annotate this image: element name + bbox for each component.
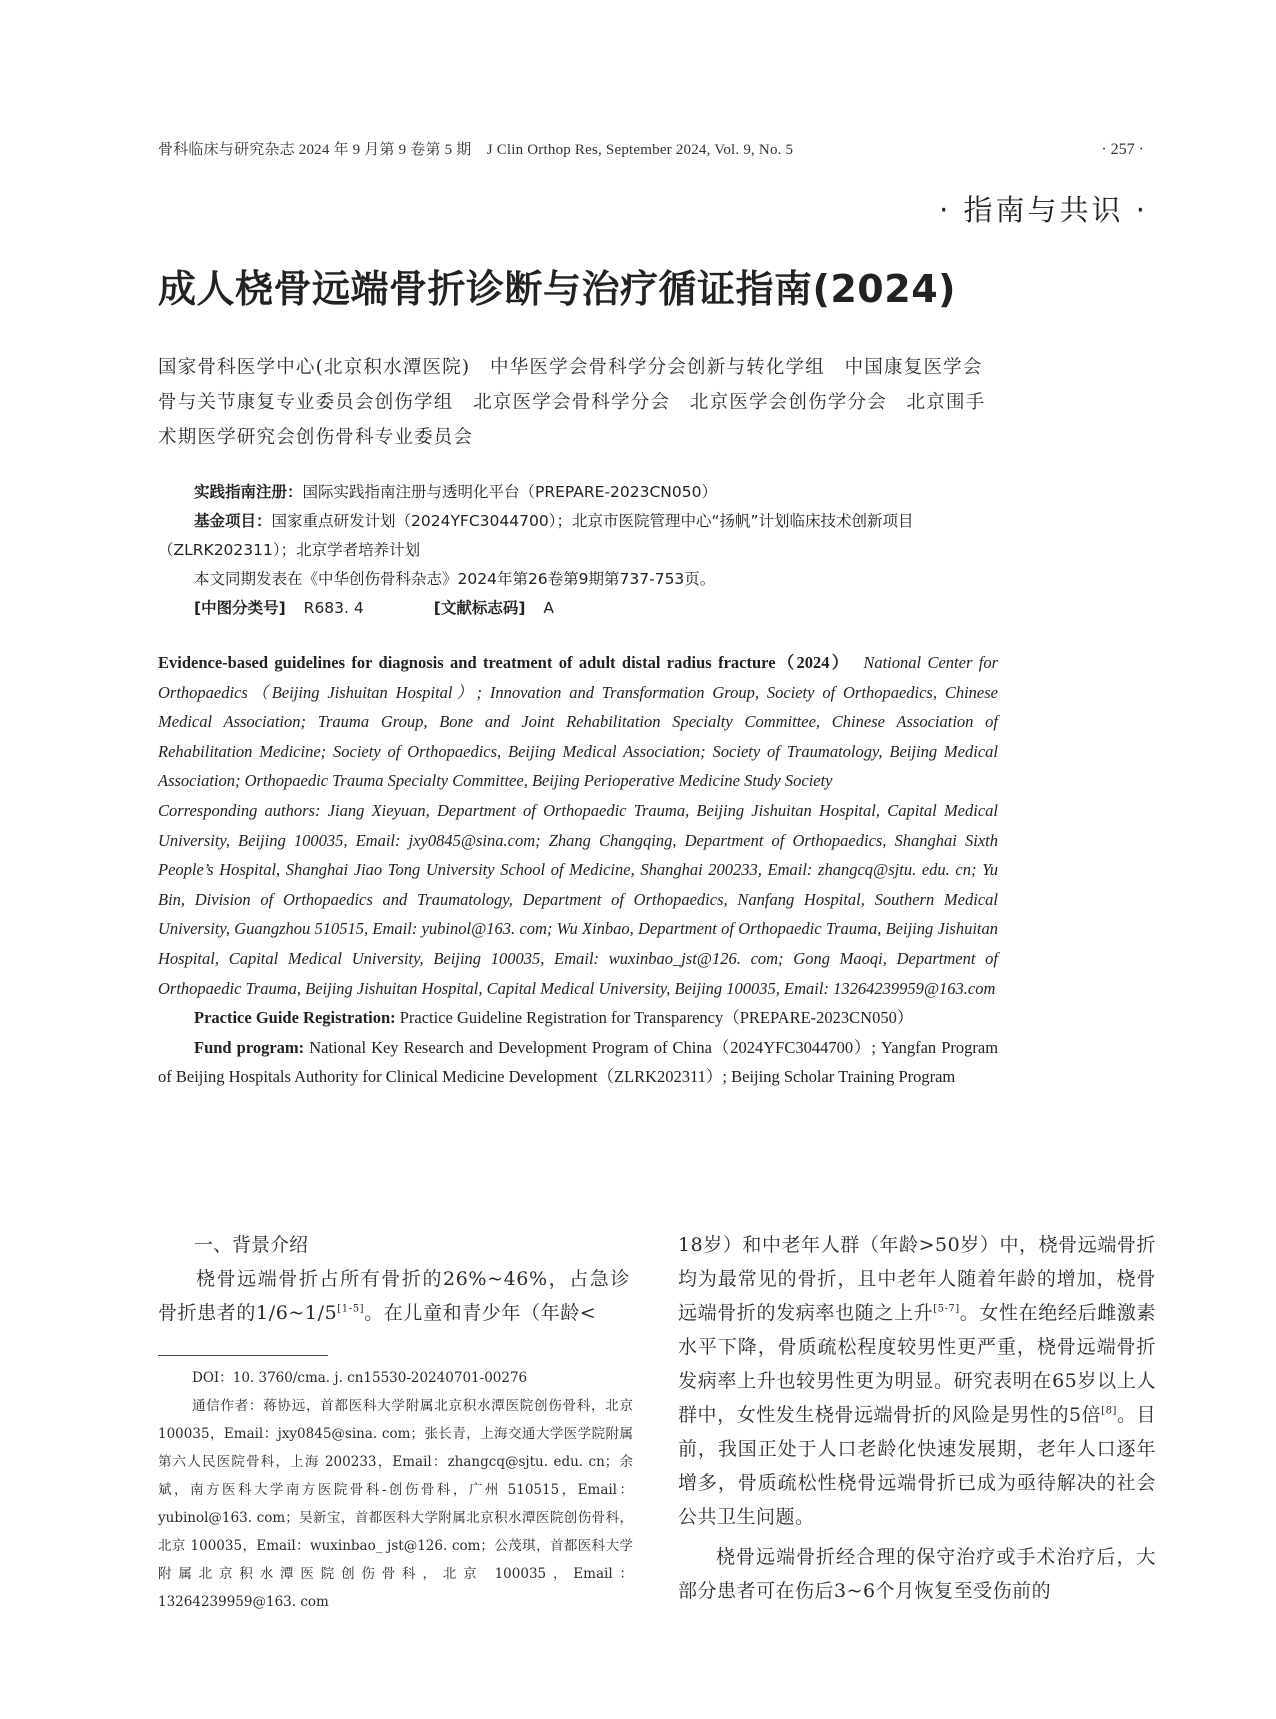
english-registration-value: Practice Guideline Registration for Transparency（PREPARE-2023CN050） (399, 1008, 914, 1028)
copublish-note: 本文同期发表在《中华创伤骨科杂志》2024年第26卷第9期第737-753页。 (194, 570, 716, 588)
paragraph-2-text: 18岁）和中老年人群（年龄>50岁）中，桡骨远端骨折均为最常见的骨折，且中老年人随着年龄的增加，桡骨远端骨折的发病率也随之上升 (678, 1234, 1156, 1324)
paragraph-3: 桡骨远端骨折经合理的保守治疗或手术治疗后，大部分患者可在伤后3~6个月恢复至受伤前的 (678, 1546, 1156, 1602)
journal-citation: 骨科临床与研究杂志 2024 年 9 月第 9 卷第 5 期 J Clin Orthop Res, September 2024, Vol. 9, No. 5 (158, 142, 794, 158)
section-heading: 一、背景介绍 (194, 1234, 309, 1256)
classification-line (158, 594, 998, 623)
section-label: · 指南与共识 · (939, 193, 1148, 227)
doc-code-label: [文献标志码] (433, 599, 526, 617)
english-registration-label: Practice Guide Registration: (194, 1008, 396, 1028)
paragraph-2-text-mid: 。女性在绝经后雌激素水平下降，骨质疏松程度较男性更严重，桡骨远端骨折发病率上升也较男性更为明显。研究表明在65岁以上人群中，女性发生桡骨远端骨折的风险是男性的5倍 (678, 1302, 1156, 1426)
body-right-column (678, 1228, 1156, 1608)
registration-label: 实践指南注册： (194, 483, 303, 501)
paragraph-2 (678, 1228, 1156, 1534)
footnote (158, 1364, 633, 1616)
english-title-block (158, 648, 998, 796)
english-affiliations: National Center for Orthopaedics（Beijing Jishuitan Hospital）; Innovation and Transformation Group, Society of Orthopaedics, Chinese Medical Association; Trauma Group, Bone and Joint Rehabilitation Specialty Committee, Chinese Association of Rehabilitation Medicine; Society of Orthopaedics, Beijing Medical Association; Society of Traumatology, Beijing Medical Association; Orthopaedic Trauma Specialty Committee, Beijing Perioperative Medicine Study Society (158, 653, 999, 791)
paragraph-1-text: 桡骨远端骨折占所有骨折的26%~46%，占急诊骨折患者的1/6~1/5 (158, 1268, 630, 1324)
english-title: Evidence-based guidelines for diagnosis and treatment of adult distal radius fracture（2024） (158, 653, 851, 672)
article-title: 成人桡骨远端骨折诊断与治疗循证指南(2024) (158, 267, 956, 311)
registration-line (158, 478, 998, 507)
fund-label: 基金项目： (194, 512, 272, 530)
english-registration (158, 1003, 998, 1033)
running-head (158, 138, 1150, 159)
english-fund-value: National Key Research and Development Program of China（2024YFC3044700）; Yangfan Program of Beijing Hospitals Authority for Clinical Medicine Development（ZLRK202311）; Beijing Scholar Training Program (158, 1037, 999, 1087)
author-groups: 国家骨科医学中心(北京积水潭医院) 中华医学会骨科学分会创新与转化学组 中国康复医学会骨与关节康复专业委员会创伤学组 北京医学会骨科学分会 北京医学会创伤学分会 北京围手术期医学研究会创伤骨科专业委员会 (158, 357, 986, 448)
fund-line (158, 507, 998, 565)
body-left-column (158, 1228, 630, 1330)
clc-label: [中图分类号] (194, 599, 286, 617)
corresponding-authors: Corresponding authors: Jiang Xieyuan, Department of Orthopaedic Trauma, Beijing Jishuitan Hospital, Capital Medical University, Beijing 100035, Email: jxy0845@sina.com; Zhang Changqing, Department of Orthopaedics, Shanghai Sixth People’s Hospital, Shanghai Jiao Tong University School of Medicine, Shanghai 200233, Email: zhangcq@sjtu. edu. cn; Yu Bin, Division of Orthopaedics and Traumatology, Department of Orthopaedics, Nanfang Hospital, Southern Medical University, Guangzhou 510515, Email: yubinol@163. com; Wu Xinbao, Department of Orthopaedic Trauma, Beijing Jishuitan Hospital, Capital Medical University, Beijing 100035, Email: wuxinbao_jst@126. com; Gong Maoqi, Department of Orthopaedic Trauma, Beijing Jishuitan Hospital, Capital Medical University, Beijing 100035, Email: 13264239959@163.com (158, 800, 998, 998)
paragraph-1 (158, 1262, 630, 1330)
english-fund (158, 1033, 998, 1092)
english-abstract (158, 648, 998, 1092)
registration-value: 国际实践指南注册与透明化平台（PREPARE-2023CN050） (302, 483, 717, 501)
doi: DOI：10. 3760/cma. j. cn15530-20240701-00276 (192, 1370, 528, 1386)
article-metadata (158, 478, 998, 623)
english-fund-label: Fund program: (194, 1037, 305, 1057)
citation-ref: [8] (1101, 1405, 1117, 1417)
clc-value: R683. 4 (303, 599, 364, 617)
paragraph-1-text-end: 。在儿童和青少年（年龄< (364, 1302, 597, 1324)
correspondence-info: 通信作者：蒋协远，首都医科大学附属北京积水潭医院创伤骨科，北京 100035，Email：jxy0845@sina. com；张长青，上海交通大学医学院附属第六人民医院骨科，上海 200233，Email：zhangcq@sjtu. edu. cn；余斌，南方医科大学南方医院骨科-创伤骨科，广州 510515，Email：yubinol@163. com；吴新宝，首都医科大学附属北京积水潭医院创伤骨科，北京 100035，Email：wuxinbao_ jst@126. com；公茂琪，首都医科大学附属北京积水潭医院创伤骨科，北京 100035，Email：13264239959@163. com (158, 1398, 633, 1610)
citation-ref: [5-7] (933, 1303, 960, 1315)
page-number: · 257 · (1101, 141, 1144, 158)
fund-value: 国家重点研发计划（2024YFC3044700）；北京市医院管理中心“扬帆”计划临床技术创新项目（ZLRK202311）；北京学者培养计划 (158, 512, 914, 559)
footnote-divider (158, 1355, 328, 1356)
paragraph-2-text-end: 。目前，我国正处于人口老龄化快速发展期，老年人口逐年增多，骨质疏松性桡骨远端骨折已成为亟待解决的社会公共卫生问题。 (678, 1404, 1156, 1528)
doc-code-value: A (543, 599, 555, 617)
citation-ref: [1-5] (337, 1303, 365, 1315)
